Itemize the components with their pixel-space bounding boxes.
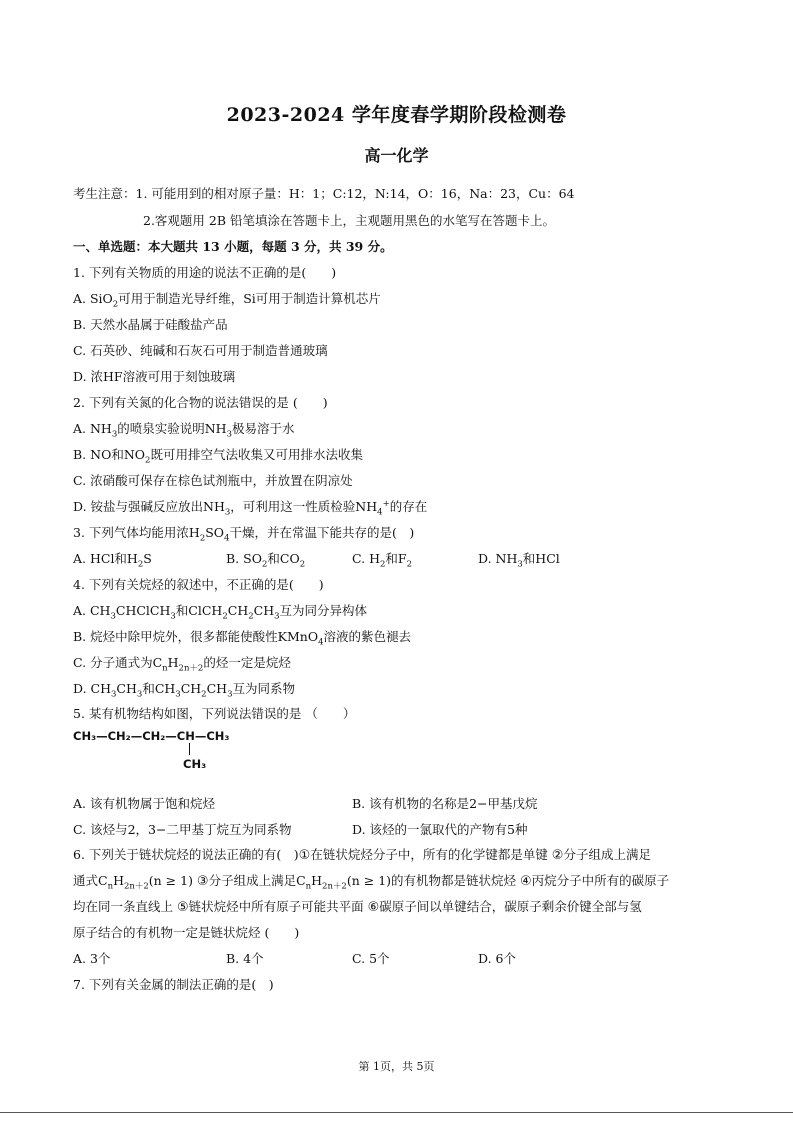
- q6-option-b: B. 4个: [226, 951, 264, 966]
- exam-subject: 高一化学: [364, 146, 429, 165]
- page-number: 第 1页，共 5页: [358, 1060, 435, 1073]
- q4-option-a: A. $CH_3CHClCH_3$和$ClCH_2CH_2CH_3$互为同分异构体: [73, 603, 368, 622]
- q3-option-c: C. $H_2$和$F_2$: [352, 551, 412, 570]
- structural-formula-branch: CH₃: [183, 757, 207, 771]
- q1-option-c: C. 石英砂、纯碱和石灰石可用于制造普通玻璃: [73, 343, 328, 358]
- structural-formula-main-chain: CH₃—CH₂—CH₂—CH—CH₃: [73, 729, 230, 743]
- q6-stem-line-2: 通式$C_nH_{2n+2}(n \ge 1)$ ③分子组成上满足$C_nH_{2n+2}(n \ge 1)$的有机物都是链状烷烃 ④丙烷分子中所有的碳原子: [73, 873, 670, 892]
- note-line-1: 考生注意：1. 可能用到的相对原子量：H：1；C:12，N:14，O：16，Na：23，Cu：64: [73, 186, 575, 201]
- note-line-2: 2.客观题用 2B 铅笔填涂在答题卡上，主观题用黑色的水笔写在答题卡上。: [143, 213, 556, 228]
- q5-option-a: A. 该有机物属于饱和烷烃: [73, 796, 215, 811]
- q5-option-b: B. 该有机物的名称是2−甲基戊烷: [352, 796, 538, 811]
- q4-option-d: D. $CH_3CH_3$和$CH_3CH_2CH_3$互为同系物: [73, 681, 295, 700]
- q6-stem-line-3: 均在同一条直线上 ⑤链状烷烃中所有原子可能共平面 ⑥碳原子间以单键结合，碳原子剩余价键全部与氢: [73, 899, 642, 915]
- q2-stem: 2. 下列有关氮的化合物的说法错误的是 ( ): [73, 395, 328, 410]
- q5-stem: 5. 某有机物结构如图，下列说法错误的是 （ ）: [73, 706, 356, 721]
- q6-stem-line-4: 原子结合的有机物一定是链状烷烃 ( ): [73, 925, 300, 940]
- q1-stem: 1. 下列有关物质的用途的说法不正确的是( ): [73, 265, 337, 280]
- q4-option-b: B. 烷烃中除甲烷外，很多都能使酸性KMnO$_4$溶液的紫色褪去: [73, 629, 412, 648]
- q3-option-b: B. $SO_2$和$CO_2$: [226, 551, 306, 570]
- q4-option-c: C. 分子通式为$C_nH_{2n+2}$的烃一定是烷烃: [73, 655, 291, 674]
- exam-title: 2023-2024 学年度春学期阶段检测卷: [226, 104, 567, 126]
- q4-stem: 4. 下列有关烷烃的叙述中，不正确的是( ): [73, 577, 324, 592]
- q5-option-c: C. 该烃与2，3−二甲基丁烷互为同系物: [73, 822, 292, 837]
- q3-option-a: A. HCl和$H_2S$: [73, 551, 152, 570]
- q2-option-b: B. NO和$NO_2$既可用排空气法收集又可用排水法收集: [73, 447, 363, 466]
- structural-formula-bond: [189, 743, 190, 755]
- q7-stem: 7. 下列有关金属的制法正确的是( ): [73, 977, 274, 992]
- section-heading: 一、单选题：本大题共 13 小题，每题 3 分，共 39 分。: [73, 239, 393, 254]
- q6-option-d: D. 6个: [478, 951, 516, 966]
- q5-option-d: D. 该烃的一氯取代的产物有5种: [352, 822, 528, 837]
- q6-option-c: C. 5个: [352, 951, 390, 966]
- q1-option-b: B. 天然水晶属于硅酸盐产品: [73, 317, 228, 332]
- bottom-divider: [0, 1112, 793, 1113]
- q1-option-d: D. 浓HF溶液可用于刻蚀玻璃: [73, 369, 236, 384]
- q6-stem-line-1: 6. 下列关于链状烷烃的说法正确的有( )①在链状烷烃分子中，所有的化学键都是单键 ②分子组成上满足: [73, 847, 651, 863]
- q3-stem: 3. 下列气体均能用浓$H_2SO_4$干燥，并在常温下能共存的是( ): [73, 525, 415, 544]
- q2-option-a: A. $NH_3$的喷泉实验说明$NH_3$极易溶于水: [73, 421, 295, 440]
- q2-option-d: D. 铵盐与强碱反应放出$NH_3$，可利用这一性质检验$NH_4^+$的存在: [73, 498, 428, 518]
- q3-option-d: D. $NH_3$和HCl: [478, 551, 560, 570]
- structural-formula: [73, 729, 230, 771]
- q6-option-a: A. 3个: [73, 951, 111, 966]
- q2-option-c: C. 浓硝酸可保存在棕色试剂瓶中，并放置在阴凉处: [73, 473, 353, 488]
- q1-option-a: A. SiO$_2$可用于制造光导纤维，Si可用于制造计算机芯片: [73, 291, 381, 310]
